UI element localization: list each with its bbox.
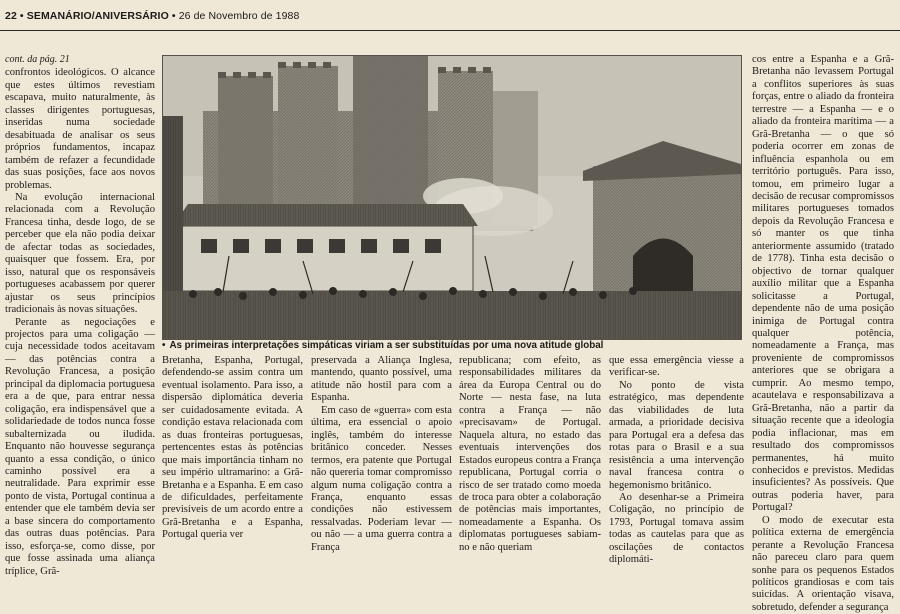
section-name: SEMANÁRIO/ANIVERSÁRIO [26, 10, 169, 22]
paragraph: republicana; com efeito, as responsabilidades militares da área da Europa Central ou do Norte — nesta fase, na luta contra a França — não «precisavam» de Portugal. Naquela altura, no estado das eventuais intervenções dos Estados europeus contra a França republicana, Portugal corria o risco de ser tratado como moeda de troca para obter a colaboração de potências mais importantes, nomeadamente a Espanha. Os diplomatas portugueses sabiam-no e não queriam [459, 355, 601, 553]
caption-text: As primeiras interpretações simpáticas viriam a ser substituídas por uma nova atitude global [169, 340, 604, 351]
caption-bullet: • [162, 340, 166, 351]
header-line [5, 10, 299, 22]
article-column-2 [162, 355, 303, 542]
paragraph: Bretanha, Espanha, Portugal, defendendo-se assim contra um eventual isolamento. Para isso, a dispersão diplomática deveria ser cuidadosamente evitada. A condição estava relacionada com as duas fronteiras portuguesas, pertencentes estas às potências que mais importância tinham no seu império ultramarino: a Grã-Bretanha e a Espanha. E em caso de dificuldades, perfeitamente previsíveis de um acordo entre a Grã-Bretanha e a Espanha, Portugal queria ver [162, 355, 303, 541]
page-number: 22 [5, 10, 17, 22]
article-column-5 [609, 355, 744, 566]
paragraph: Ao desenhar-se a Primeira Coligação, no princípio de 1793, Portugal tomava assim todas as cautelas para que as oscilações de contactos diplomáti- [609, 491, 744, 566]
header-bullet-2: • [171, 10, 176, 22]
photo-caption [162, 340, 742, 352]
article-column-3 [311, 355, 452, 553]
paragraph: Em caso de «guerra» com esta última, era essencial o apoio inglês, também do interesse britânico conceder. Nesses termos, era patente que Portugal não quereria tomar compromisso algum numa coligação contra a França, enquanto essas condições não estivessem ressalvadas. Poderiam levar — ou não — a uma guerra contra a França [311, 404, 452, 553]
paragraph: Perante as negociações e projectos para uma coligação — cuja necessidade todos aceitavam — das potências contra a Revolução Francesa, a posição principal da diplomacia portuguesa era a de que, para entrar nessa coligação, era indispensável que a solidariedade de todos nunca fosse subalternizada ou iludida. Enquanto não houvesse segurança quanto a essa condição, o único caminho possível era a neutralidade. Para exprimir esse ponto de vista, Portugal continua a entender que ele também devia ser a base sincera do comportamento das outras duas potências. Para isso, esforça-se, como disse, por que fosse assinada uma aliança tríplice, Grã- [5, 316, 155, 577]
paragraph: Na evolução internacional relacionada com a Revolução Francesa tinha, desde logo, de se perceber que ela não podia deixar de afectar todas as sociedades, quaisquer que fossem. Era, por isso, natural que os responsáveis portugueses acabassem por querer ajustar os seus princípios tradicionais às novas situações. [5, 191, 155, 316]
paragraph: O modo de executar esta política externa de emergência perante a Revolução Francesa não pareceu claro para quem sonhe para os pequenos Estados políticos grandiosas e com tais suicídas. A orientação visava, sobretudo, defender a segurança [752, 514, 894, 613]
paragraph: No ponto de vista estratégico, mas dependente das viabilidades de luta armada, a prioridade decisiva para Portugal era a defesa das rotas para o Brasil e a sua resistência a uma intervenção naval francesa contra o hegemonismo britânico. [609, 379, 744, 491]
bastille-engraving [163, 56, 741, 339]
continuation-label: cont. da pág. 21 [5, 54, 70, 65]
page-header [0, 0, 900, 31]
article-column-1 [5, 54, 155, 577]
issue-date: 26 de Novembro de 1988 [178, 10, 300, 22]
header-bullet: • [19, 10, 24, 22]
paragraph: que essa emergência viesse a verificar-se. [609, 355, 744, 379]
article-column-6 [752, 54, 894, 613]
paragraph: preservada a Aliança Inglesa, mantendo, quanto possível, uma atitude não hostil para com a Espanha. [311, 355, 452, 404]
paragraph: cos entre a Espanha e a Grã-Bretanha não levassem Portugal a conflitos superiores às suas forças, entre o aliado da fronteira terrestre — a Espanha — e o aliado da fronteira marítima — a Grã-Bretanha — o que só poderia ocorrer em zonas de influência espanhola ou em território português. Para isso, tomou, em primeiro lugar a decisão de recusar compromissos militares portugueses tomados depois da Revolução Francesa e só manter os que tinha anteriormente assumido (tratado de 1778). Tinha esta decisão o objectivo de tornar qualquer auxílio militar que a Espanha solicitasse a Portugal, dependente não de uma posição inimiga de Portugal contra qualquer potência, nomeadamente a França, mas proveniente de compromissos anteriores que se obrigara a cumprir. Ao mesmo tempo, acautelava e responsabilizava a Grã-Bretanha, não a partir da situação recente que a ideologia podia inflacionar, mas em resultado dos compromissos permanentes, há muito conhecidos e previstos. Medidas insuficientes? As possíveis. Que outras poderia haver, para Portugal? [752, 54, 894, 514]
paragraph: confrontos ideológicos. O alcance que estes últimos revestiam escapava, muito naturalmente, às classes dirigentes portuguesas, inseridas numa sociedade desabituada de analisar os seus próprios fundamentos, incapaz também de refazer a fecundidade das suas posições, face aos novos problemas. [5, 67, 155, 191]
historical-engraving-photo [162, 55, 742, 340]
article-column-4 [459, 355, 601, 553]
